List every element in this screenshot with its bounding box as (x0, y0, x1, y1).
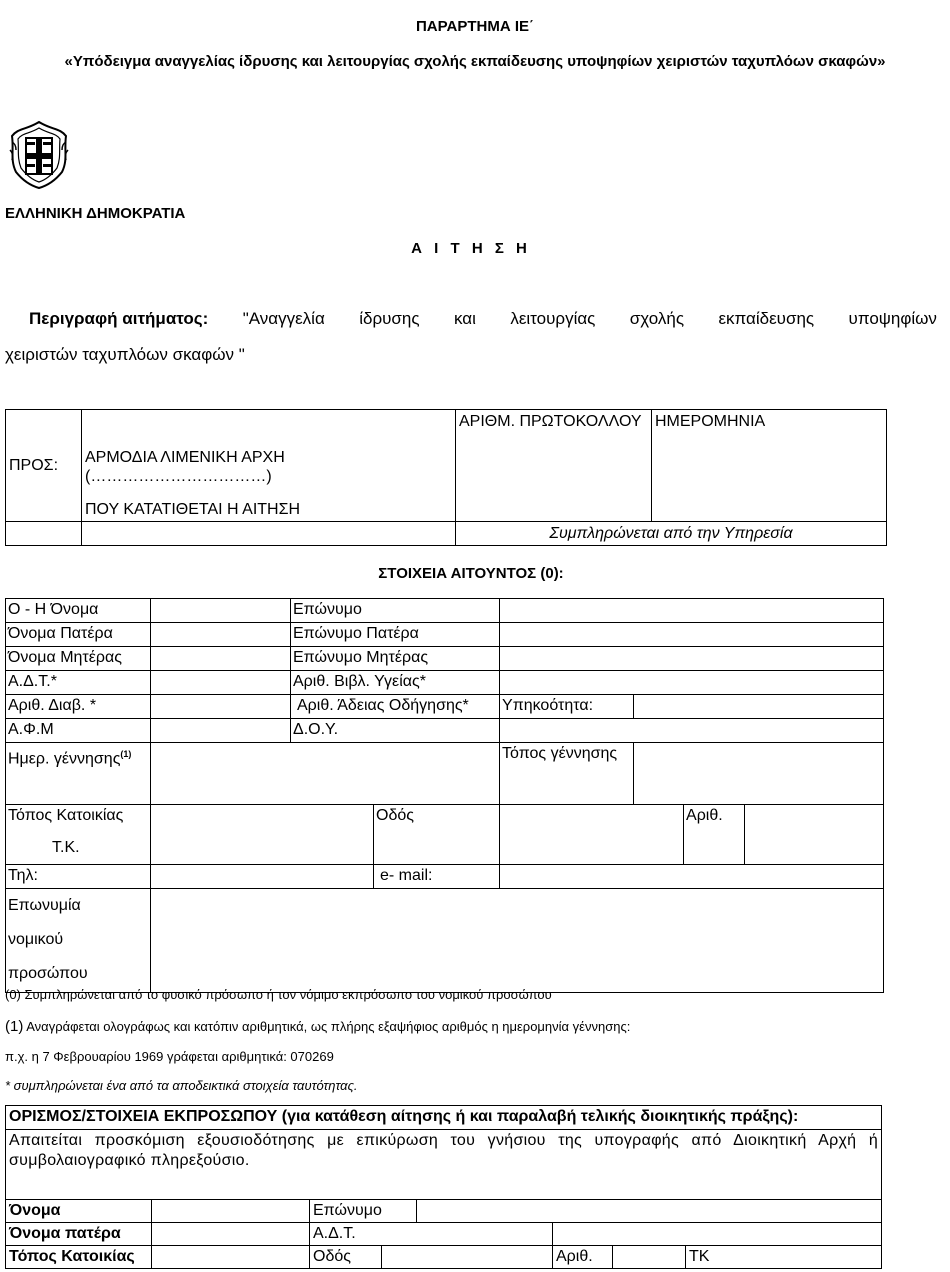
email-input[interactable] (500, 865, 884, 889)
birth-place-input[interactable] (634, 743, 884, 805)
mother-surname-label: Επώνυμο Μητέρας (291, 647, 500, 671)
representative-table (5, 1105, 882, 1269)
rep-residence-label: Τόπος Κατοικίας (6, 1246, 152, 1269)
protocol-number-field[interactable]: ΑΡΙΘΜ. ΠΡΩΤΟΚΟΛΛΟΥ (456, 410, 652, 522)
applicant-table (5, 598, 884, 993)
birth-date-label: Ημερ. γέννησης$^{(1)}$ (6, 743, 151, 805)
surname-label: Επώνυμο (291, 599, 500, 623)
nationality-label: Υπηκοότητα: (500, 695, 634, 719)
rep-id-card-label: Α.Δ.Τ. (310, 1223, 553, 1246)
protocol-table (5, 409, 887, 546)
note-1: (1) Αναγράφεται ολογράφως και κατόπιν αριθμητικά, ως πλήρης εξαψήφιος αριθμός η ημερομηνία γέννησης: (5, 1018, 631, 1035)
health-book-input[interactable] (500, 671, 884, 695)
rep-street-input[interactable] (382, 1246, 553, 1269)
to-label: ΠΡΟΣ: (6, 410, 82, 522)
phone-input[interactable] (151, 865, 374, 889)
mother-name-label: Όνομα Μητέρας (6, 647, 151, 671)
tax-id-input[interactable] (151, 719, 291, 743)
rep-number-label: Αριθ. (553, 1246, 613, 1269)
applicant-section-title: ΣΤΟΙΧΕΙΑ ΑΙΤΟΥΝΤΟΣ (0): (378, 565, 564, 582)
note-0: (0) Συμπληρώνεται από το φυσικό πρόσωπο ή τον νόμιμο εκπρόσωπο του νομικού προσώπου (5, 987, 552, 1002)
greek-coat-of-arms-icon (6, 120, 72, 190)
submitted-at-label: ΠΟΥ ΚΑΤΑΤΙΘΕΤΑΙ Η ΑΙΤΗΣΗ (85, 501, 301, 518)
tax-office-label: Δ.Ο.Υ. (291, 719, 500, 743)
nationality-input[interactable] (634, 695, 884, 719)
passport-input[interactable] (151, 695, 291, 719)
rep-postal-code-label: ΤΚ (686, 1246, 882, 1269)
surname-input[interactable] (500, 599, 884, 623)
health-book-label: Αριθ. Βιβλ. Υγείας* (291, 671, 500, 695)
residence-label: Τόπος Κατοικίας Τ.Κ. (6, 805, 151, 865)
father-surname-input[interactable] (500, 623, 884, 647)
mother-surname-input[interactable] (500, 647, 884, 671)
birth-place-label: Τόπος γέννησης (500, 743, 634, 805)
father-name-label: Όνομα Πατέρα (6, 623, 151, 647)
annex-title: ΠΑΡΑΡΤΗΜΑ ΙΕ΄ (415, 18, 535, 35)
postal-code-label: Τ.Κ. (52, 839, 80, 856)
driving-license-label: Αριθ. Άδειας Οδήγησης* (291, 695, 500, 719)
mother-name-input[interactable] (151, 647, 291, 671)
rep-name-label: Όνομα (6, 1200, 152, 1223)
rep-surname-label: Επώνυμο (310, 1200, 417, 1223)
first-name-input[interactable] (151, 599, 291, 623)
legal-entity-input[interactable] (151, 889, 884, 993)
rep-street-label: Οδός (310, 1246, 382, 1269)
empty-cell (82, 522, 456, 546)
number-label: Αριθ. (684, 805, 745, 865)
rep-father-name-input[interactable] (152, 1223, 310, 1246)
phone-label: Τηλ: (6, 865, 151, 889)
rep-number-input[interactable] (613, 1246, 686, 1269)
email-label: e- mail: (374, 865, 500, 889)
application-heading: Α Ι Τ Η Σ Η (411, 240, 531, 257)
note-2: π.χ. η 7 Φεβρουαρίου 1969 γράφεται αριθμητικά: 070269 (5, 1049, 334, 1064)
document-subtitle: «Υπόδειγμα αναγγελίας ίδρυσης και λειτουργίας σχολής εκπαίδευσης υποψηφίων χειριστών ταχυπλόων σκαφών» (64, 53, 886, 70)
father-name-input[interactable] (151, 623, 291, 647)
filled-by-service-note: Συμπληρώνεται από την Υπηρεσία (456, 522, 887, 546)
republic-label: ΕΛΛΗΝΙΚΗ ΔΗΜΟΚΡΑΤΙΑ (5, 205, 186, 222)
birth-date-input[interactable] (151, 743, 500, 805)
id-card-input[interactable] (151, 671, 291, 695)
residence-input[interactable] (151, 805, 374, 865)
street-label: Οδός (374, 805, 500, 865)
authority-field[interactable]: ΑΡΜΟΔΙΑ ΛΙΜΕΝΙΚΗ ΑΡΧΗ (……………………………) (85, 449, 285, 485)
request-description-line2: χειριστών ταχυπλόων σκαφών " (5, 345, 245, 364)
date-field[interactable]: ΗΜΕΡΟΜΗΝΙΑ (652, 410, 887, 522)
tax-id-label: Α.Φ.Μ (6, 719, 151, 743)
father-surname-label: Επώνυμο Πατέρα (291, 623, 500, 647)
representative-title: ΟΡΙΣΜΟΣ/ΣΤΟΙΧΕΙΑ ΕΚΠΡΟΣΩΠΟΥ (για κατάθεση αίτησης ή και παραλαβή τελικής διοικητικής πράξης): (6, 1106, 882, 1130)
rep-residence-input[interactable] (152, 1246, 310, 1269)
rep-name-input[interactable] (152, 1200, 310, 1223)
note-3: * συμπληρώνεται ένα από τα αποδεικτικά στοιχεία ταυτότητας. (5, 1078, 358, 1093)
id-card-label: Α.Δ.Τ.* (6, 671, 151, 695)
rep-id-card-input[interactable] (553, 1223, 882, 1246)
rep-father-name-label: Όνομα πατέρα (6, 1223, 152, 1246)
legal-entity-label: Επωνυμία νομικού προσώπου (6, 889, 151, 993)
representative-requirement: Απαιτείται προσκόμιση εξουσιοδότησης με επικύρωση του γνήσιου της υπογραφής από Διοικητική Αρχή ή συμβολαιογραφικό πληρεξούσιο. (6, 1130, 882, 1200)
street-input[interactable] (500, 805, 684, 865)
request-description-label: Περιγραφή αιτήματος: (29, 309, 209, 328)
first-name-label: Ο - Η Όνομα (6, 599, 151, 623)
passport-label: Αριθ. Διαβ. * (6, 695, 151, 719)
rep-surname-input[interactable] (417, 1200, 882, 1223)
request-description: Περιγραφή αιτήματος: "Αναγγελία ίδρυσης και λειτουργίας σχολής εκπαίδευσης υποψηφίων (5, 309, 937, 329)
number-input[interactable] (745, 805, 884, 865)
empty-cell (6, 522, 82, 546)
tax-office-input[interactable] (500, 719, 884, 743)
